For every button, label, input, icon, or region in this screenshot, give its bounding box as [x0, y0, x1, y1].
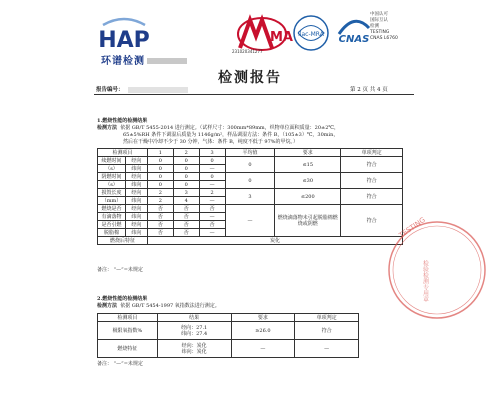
- result-line: 经向：27.1: [181, 324, 208, 331]
- value-cell: 0: [173, 173, 199, 181]
- table-header-cell: 检测项目: [98, 314, 158, 322]
- value-cell: 2: [147, 197, 173, 205]
- direction-cell: 纬向: [125, 165, 147, 173]
- table-row: [98, 189, 403, 197]
- table-header-cell: 要求: [275, 149, 341, 157]
- value-cell: —: [199, 229, 225, 237]
- item-cell: 损毁长度: [98, 189, 126, 197]
- section1-table: [97, 148, 403, 245]
- section1-title: 1.燃烧性能的检测结果: [97, 118, 148, 124]
- brand-name: [101, 52, 187, 67]
- item-cell: 脱脂棉: [98, 229, 126, 237]
- value-cell: —: [199, 165, 225, 173]
- table-row: [98, 322, 359, 340]
- table-header-cell: 检测项目: [98, 149, 148, 157]
- result-line: 纬向：27.4: [181, 330, 208, 337]
- cnas-line: CNAS L6760: [370, 36, 398, 41]
- value-cell: 0: [173, 181, 199, 189]
- section1-method-label: 检测方法: [97, 125, 118, 131]
- page-info: 第 2 页 共 4 页: [350, 87, 388, 93]
- result-line: 经向：炭化: [181, 342, 207, 349]
- redacted-block: [147, 58, 187, 64]
- requirement-cell: ≤200: [275, 189, 341, 205]
- ilac-mra-logo: [292, 14, 330, 52]
- item-cell: 阴燃时间: [98, 173, 126, 181]
- value-cell: —: [199, 181, 225, 189]
- section2-title: 2.燃烧性能的检测结果: [97, 296, 148, 302]
- report-number-label: [96, 85, 188, 93]
- item-cell: 燃烧特征: [98, 340, 158, 358]
- item-cell: （s）: [98, 165, 126, 173]
- cma-code: 231020341277: [232, 49, 263, 54]
- table-header-cell: 2: [173, 149, 199, 157]
- report-number-label-text: 报告编号：: [96, 87, 124, 93]
- item-cell: （s）: [98, 181, 126, 189]
- inspection-stamp: [385, 210, 445, 330]
- direction-cell: 纬向: [125, 213, 147, 221]
- direction-cell: 经向: [125, 221, 147, 229]
- judgement-cell: 符合: [295, 322, 359, 340]
- value-cell: 0: [147, 173, 173, 181]
- value-cell: 2: [147, 189, 173, 197]
- section1-method-line: 依据 GB/T 5455-2014 进行测定。（试样尺寸：300mm*89mm，织物单位面积质量：20±2℃，: [120, 125, 339, 131]
- value-cell: 否: [173, 205, 199, 213]
- table-row: [98, 237, 403, 245]
- brand-name-text: 环谱检测: [101, 56, 145, 67]
- cnas-logo: [335, 14, 373, 48]
- value-cell: 0: [173, 165, 199, 173]
- value-cell: 否: [173, 213, 199, 221]
- section1-note: 备注： “—”=未规定: [97, 267, 143, 273]
- table-header-cell: 结果: [157, 314, 231, 322]
- brand-logo-text: HAP: [98, 28, 150, 53]
- value-cell: 否: [147, 221, 173, 229]
- value-cell: 否: [173, 229, 199, 237]
- item-cell: 极限氧指数%: [98, 322, 158, 340]
- header-divider: [94, 94, 414, 95]
- table-header-cell: 1: [147, 149, 173, 157]
- table-header-row: [98, 314, 359, 322]
- cnas-line: 检测: [370, 24, 379, 29]
- requirement-cell: ≥26.0: [231, 322, 295, 340]
- result-cell: [157, 340, 231, 358]
- feature-label-cell: 燃烧后特征: [98, 237, 148, 245]
- table-header-cell: 平均值: [225, 149, 275, 157]
- direction-cell: 纬向: [125, 181, 147, 189]
- judgement-cell: 符合: [341, 173, 403, 189]
- section2-method-label: 检测方法: [97, 303, 118, 309]
- item-cell: 燃烧是否: [98, 205, 126, 213]
- table-row: [98, 157, 403, 165]
- direction-cell: 纬向: [125, 229, 147, 237]
- value-cell: 0: [147, 165, 173, 173]
- value-cell: 2: [199, 189, 225, 197]
- table-header-row: [98, 149, 403, 157]
- section2-method: [97, 303, 220, 310]
- section1-method-line: 65±5%RH 条件下调湿后质量为 1146g/m²，样品调湿方法：条件 B，（105±3）℃，30min，: [123, 132, 339, 138]
- cnas-accreditation-text: [370, 12, 398, 42]
- value-cell: 否: [199, 221, 225, 229]
- section1-method-line: 然后在干燥中冷却不少于 30 分钟，气体：条件 B，纯度不低于 97%的甲烷。）: [123, 139, 299, 145]
- value-cell: 0: [199, 173, 225, 181]
- direction-cell: 经向: [125, 157, 147, 165]
- stamp-text: TESTING: [397, 215, 427, 240]
- value-cell: 否: [199, 205, 225, 213]
- table-row: [98, 205, 403, 213]
- table-row: [98, 173, 403, 181]
- stamp-label: 检验检测专用章: [421, 260, 429, 302]
- feature-value-cell: 炭化: [147, 237, 402, 245]
- average-cell: 0: [225, 173, 275, 189]
- direction-cell: 纬向: [125, 197, 147, 205]
- value-cell: 3: [173, 189, 199, 197]
- ilac-logo-text: ilac-MRA: [298, 31, 324, 38]
- requirement-cell: —: [231, 340, 295, 358]
- item-cell: 续燃时间: [98, 157, 126, 165]
- table-header-cell: 单项判定: [295, 314, 359, 322]
- requirement-cell: 燃烧滴落物未引起脱脂棉燃烧或阴燃: [275, 205, 341, 237]
- average-cell: 0: [225, 157, 275, 173]
- table-row: [98, 340, 359, 358]
- judgement-cell: 符合: [341, 189, 403, 205]
- value-cell: 否: [147, 205, 173, 213]
- item-cell: 是否引燃: [98, 221, 126, 229]
- hap-logo: [97, 15, 152, 51]
- cnas-line: 国际互认: [370, 18, 388, 23]
- table-header-cell: 要求: [231, 314, 295, 322]
- average-cell: —: [225, 205, 275, 237]
- value-cell: 否: [147, 213, 173, 221]
- value-cell: 否: [173, 221, 199, 229]
- result-cell: [157, 322, 231, 340]
- section1-method: [97, 125, 339, 146]
- value-cell: 否: [147, 229, 173, 237]
- requirement-cell: ≤15: [275, 157, 341, 173]
- report-title: 检测报告: [218, 70, 282, 86]
- cnas-logo-text: CNAS: [338, 34, 370, 45]
- cma-logo-text: MA: [270, 30, 293, 45]
- value-cell: —: [199, 197, 225, 205]
- direction-cell: 经向: [125, 205, 147, 213]
- value-cell: 0: [199, 157, 225, 165]
- redacted-block: [128, 87, 188, 93]
- value-cell: 0: [173, 157, 199, 165]
- item-cell: 有滴落物: [98, 213, 126, 221]
- section2-note: 备注： “—”=未规定: [97, 361, 143, 367]
- section2-method-text: 依据 GB/T 5454-1997 氧指数法进行测定。: [120, 303, 220, 309]
- cnas-line: TESTING: [370, 30, 390, 35]
- judgement-cell: 符合: [341, 205, 403, 237]
- cnas-line: 中国认可: [370, 12, 388, 17]
- section2-table: [97, 313, 359, 358]
- average-cell: 3: [225, 189, 275, 205]
- table-header-cell: 单项判定: [341, 149, 403, 157]
- result-line: 纬向：炭化: [181, 348, 207, 355]
- value-cell: 4: [173, 197, 199, 205]
- value-cell: 0: [147, 181, 173, 189]
- judgement-cell: 符合: [341, 157, 403, 173]
- table-header-cell: 3: [199, 149, 225, 157]
- value-cell: 0: [147, 157, 173, 165]
- direction-cell: 经向: [125, 173, 147, 181]
- judgement-cell: —: [295, 340, 359, 358]
- direction-cell: 经向: [125, 189, 147, 197]
- requirement-cell: ≤30: [275, 173, 341, 189]
- value-cell: —: [199, 213, 225, 221]
- item-cell: （mm）: [98, 197, 126, 205]
